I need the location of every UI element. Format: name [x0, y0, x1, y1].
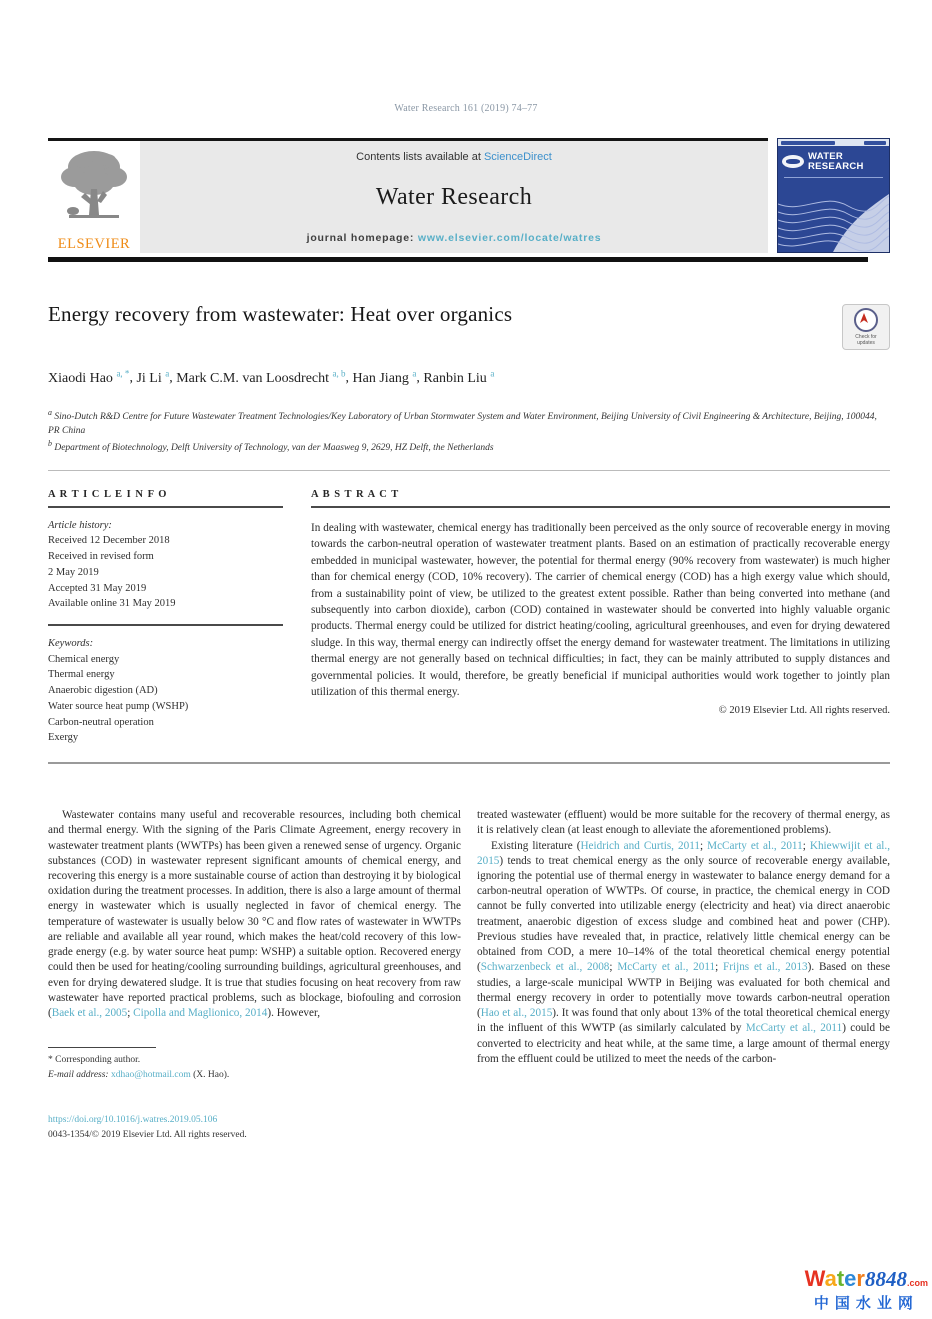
body-text-segment: ; [802, 839, 810, 852]
body-paragraph [477, 839, 890, 1068]
water8848-watermark [805, 1268, 928, 1313]
body-text-segment: ). However, [267, 1007, 321, 1020]
body-text-segment: ). It was found that only about 13% of the total theoretical chemical energy in the influent of this WWTP (as similarly calculated by [477, 1007, 890, 1035]
cover-title-line2: RESEARCH [808, 160, 864, 172]
affiliations [48, 407, 884, 456]
citation-link[interactable]: Baek et al., 2005 [51, 1007, 128, 1020]
author-name: Mark C.M. van Loosdrecht $^{a, b}$ [176, 368, 346, 386]
body-text-segment: ; [609, 961, 618, 974]
homepage-url-link[interactable]: www.elsevier.com/locate/watres [417, 232, 602, 244]
abstract-text: In dealing with wastewater, chemical energy has traditionally been perceived as the only source of recoverable energy in moving towards the carbon-neutral operation of wastewater treatment plants. Based on an estimation of practically recoverable energy embedded in municipal wastewater, however, the potential for thermal energy (90% recovery from wastewater) is much higher than for chemical energy (COD, 10% recovery). The carrier of chemical energy (COD) has a high exergy value which should, from a sustainability point of view, be utilized to the greatest extent possible. Rather than being converted into methane (and subsequently into carbon dioxide), carbon (COD) contained in wastewater should be converted into highly valuable organic products. Thermal energy could be utilized for district heating/cooling, agricultural greenhouses, and even for drying dewatered sludge. In this way, thermal energy can indirectly offset the energy demand for wastewater treatment. The limitations in utilizing thermal energy are not generally based on technical difficulties; in fact, they can be mainly attributed to supply distances and governmental policies. It would, therefore, be greatly beneficial if municipal authorities would work together to jointly plan utilization of this thermal energy. [311, 521, 890, 699]
email-label: E-mail address: [48, 1070, 109, 1081]
citation-link[interactable]: Hao et al., 2015 [480, 1007, 553, 1020]
body-text-segment: ) could be converted to electricity and heat while, at the same time, a large amount of thermal energy from the effluent could be utilized to meet the needs of the carbon- [477, 1022, 890, 1065]
author-affiliation-sup: a [412, 368, 417, 378]
keyword: Water source heat pump (WSHP) [48, 700, 189, 712]
body-text [48, 808, 890, 1083]
elsevier-tree-icon [55, 145, 133, 234]
elsevier-wordmark: ELSEVIER [57, 236, 131, 252]
cover-title-line1: WATER [808, 151, 844, 162]
abstract-section [311, 489, 890, 746]
email-link[interactable]: xdhao@hotmail.com [110, 1070, 191, 1081]
journal-banner [140, 141, 768, 253]
author-name: Ranbin Liu $^a$ [423, 368, 495, 386]
author-affiliation-sup: a [165, 368, 170, 378]
body-text-segment: Existing literature ( [491, 839, 581, 852]
citation-header: Water Research 161 (2019) 74–77 [394, 103, 538, 114]
journal-title: Water Research [375, 184, 533, 210]
history-line: Accepted 31 May 2019 [48, 582, 147, 594]
article-history-lines [48, 533, 283, 612]
citation-link[interactable]: Khiewwijit et al., 2015 [477, 839, 891, 867]
page-footer [48, 1113, 890, 1143]
water8848-number: 8848 [864, 1267, 907, 1291]
crossmark-badge[interactable] [842, 304, 890, 350]
citation-link[interactable]: McCarty et al., 2011 [617, 961, 716, 974]
article-info-heading: A R T I C L E I N F O [48, 488, 168, 500]
body-text-segment: ; [127, 1007, 134, 1020]
citation-link[interactable]: Schwarzenbeck et al., 2008 [480, 961, 610, 974]
footnote [48, 1047, 461, 1082]
citation-link[interactable]: McCarty et al., 2011 [707, 839, 803, 852]
cover-divider [784, 177, 883, 178]
keyword: Exergy [48, 732, 79, 744]
abstract-copyright: © 2019 Elsevier Ltd. All rights reserved. [718, 704, 890, 716]
author-name: Han Jiang $^a$ [352, 368, 417, 386]
title-divider [48, 470, 890, 471]
history-line: Received in revised form [48, 551, 154, 563]
author-affiliation-sup: a, b [332, 368, 346, 378]
keywords-label: Keywords: [48, 637, 94, 649]
keyword: Anaerobic digestion (AD) [48, 685, 158, 697]
author-line: Xiaodi Hao $^{a, *}$, Ji Li $^a$, Mark C.M. van Loosdrecht $^{a, b}$, Han Jiang $^a$, Ranbin Liu $^a$ [48, 368, 495, 386]
article-history-label: Article history: [48, 519, 112, 531]
iwa-logo-icon [782, 155, 804, 168]
body-left-column [48, 808, 461, 1083]
keyword: Thermal energy [48, 669, 115, 681]
contents-text: Contents lists available at [356, 151, 484, 163]
corresponding-author-note: * Corresponding author. [48, 1055, 141, 1066]
history-line: 2 May 2019 [48, 566, 99, 578]
body-right-column [477, 808, 890, 1083]
header-bottom-rule [48, 257, 868, 262]
affiliation: $^a$ Sino-Dutch R&D Centre for Future Wastewater Treatment Technologies/Key Laboratory of Urban Stormwater System and Water Environment, Beijing University of Civil Engineering & Architecture, Beijing, 100044, PR China [48, 407, 877, 437]
doi-link[interactable]: https://doi.org/10.1016/j.watres.2019.05.106 [48, 1114, 218, 1125]
history-line: Available online 31 May 2019 [48, 598, 176, 610]
email-suffix: (X. Hao). [190, 1070, 230, 1081]
keyword: Chemical energy [48, 653, 120, 665]
citation-link[interactable]: Cipolla and Maglionico, 2014 [133, 1007, 268, 1020]
body-text-segment: Wastewater contains many useful and recoverable resources, including both chemical and thermal energy. With the signing of the Paris Climate Agreement, energy recovery in wastewater treatment plants (WWTPs) has been given a renewed sense of urgency. Organic substances (COD) in wastewater represent significant amounts of chemical energy, and recovering this energy is a more sustainable course of action than destroying it by biological oxidation during the treatment processes. In addition, there is also a large amount of thermal energy in wastewater which is usually neglected in favor of chemical energy. The temperature of wastewater is usually below 30 °C and flow rates of wastewater in WWTPs are reliable and available all year round, which makes the heat/cold recovery of this low-grade energy (e.g. by water source heat pump: WSHP) a suitable option. Recovered energy could then be used for heating/cooling surrounding buildings, agricultural greenhouses, and even for drying dewatered sludge. It is true that studies focusing on heat recovery from raw wastewater have reported practical problems, such as blockage, biofouling and corrosion ( [48, 809, 461, 1020]
citation-link[interactable]: McCarty et al., 2011 [745, 1022, 843, 1035]
sciencedirect-link[interactable]: ScienceDirect [483, 151, 552, 163]
article-info-section [48, 489, 283, 746]
body-text-segment: ; [715, 961, 724, 974]
body-paragraph [48, 808, 461, 1021]
journal-header [48, 138, 890, 253]
keywords-lines [48, 652, 283, 747]
body-text-segment: ) tends to treat chemical energy as the only source of recoverable energy available, ignoring the potential use of thermal energy in wastewater to balance energy demand for a carbon-neutral operation of WWTPs. Of course, in practice, the chemical energy in COD cannot be fully converted into utilizable energy (electricity and heat) via direct anaerobic treatment, anaerobic digestion of excess sludge and combined heat and power (CHP). Previous studies have revealed that, in practice, relatively little chemical energy can be obtained from COD, a mere 10–14% of the total theoretical chemical energy potential ( [477, 854, 890, 974]
water8848-dotcom: .com [906, 1278, 928, 1288]
citation-link[interactable]: Frijns et al., 2013 [723, 961, 808, 974]
keyword: Carbon-neutral operation [48, 716, 154, 728]
issn-copyright-line: 0043-1354/© 2019 Elsevier Ltd. All rights reserved. [48, 1129, 247, 1140]
journal-cover-thumbnail[interactable] [777, 138, 890, 253]
body-text-segment: treated wastewater (effluent) would be more suitable for the recovery of thermal energy, as it is relatively clean (at least enough to alleviate the aforementioned problems). [477, 809, 890, 837]
body-text-segment: ). Based on these studies, a large-scale municipal WWTP in Beijing was evaluated for both chemical and thermal energy recovery in order to potentially move towards carbon-neutral operation ( [477, 961, 891, 1020]
body-text-segment: ; [699, 839, 708, 852]
author-affiliation-sup: a, * [116, 368, 130, 378]
author-name: Ji Li $^a$ [136, 368, 170, 386]
author-name: Xiaodi Hao $^{a, *}$ [48, 368, 130, 386]
article-title: Energy recovery from wastewater: Heat over organics [48, 302, 513, 326]
water8848-wordmark: Water [804, 1266, 865, 1291]
citation-link[interactable]: Heidrich and Curtis, 2011 [580, 839, 700, 852]
cover-topbar [778, 139, 889, 146]
crossmark-label: Check for updates [855, 334, 877, 346]
crossmark-icon [854, 308, 878, 332]
elsevier-logo[interactable] [48, 141, 140, 253]
watermark-chinese-text: 中国水业网 [813, 1295, 919, 1312]
history-line: Received 12 December 2018 [48, 535, 170, 547]
author-affiliation-sup: a [490, 368, 495, 378]
footnote-rule [48, 1047, 156, 1048]
section-divider [48, 762, 890, 764]
homepage-label: journal homepage: [306, 232, 418, 244]
abstract-heading: A B S T R A C T [311, 488, 400, 500]
affiliation: $^b$ Department of Biotechnology, Delft University of Technology, van der Maasweg 9, 2629, HZ Delft, the Netherlands [48, 439, 494, 454]
body-paragraph [477, 808, 890, 838]
